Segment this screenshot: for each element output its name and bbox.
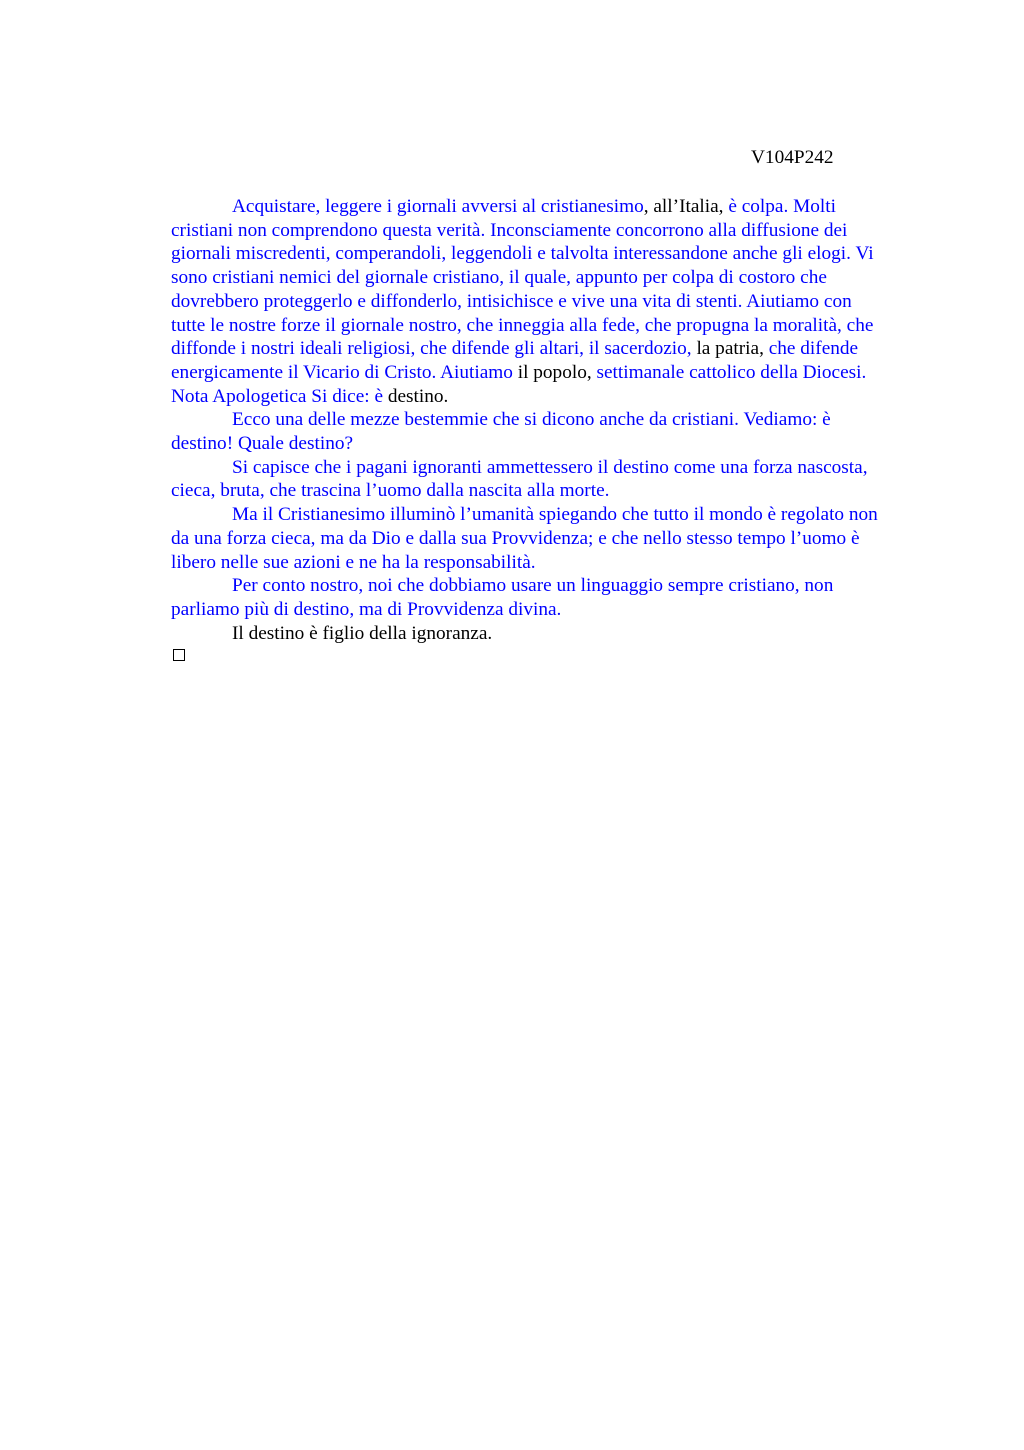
paragraph-line [171,290,931,314]
paragraph-line [171,527,931,551]
text-run: da una forza cieca, ma da Dio e dalla sua Provvidenza; e che nello stesso tempo l’uomo è [171,527,860,549]
text-run: Nota Apologetica Si dice: è [171,385,388,407]
text-run: che difende [768,338,859,360]
text-run: la patria, [696,338,769,360]
text-run: è colpa. Molti [728,196,836,217]
text-run: energicamente il Vicario di Cristo. Aiutiamo [171,361,518,383]
text-run: Ecco una delle mezze bestemmie che si dicono anche da cristiani. Vediamo: è [232,409,831,431]
paragraph-line [171,408,931,432]
text-run: dovrebbero proteggerlo e diffonderlo, intisichisce e vive una vita di stenti. Aiutiamo con [171,290,852,312]
text-run: destino. [387,385,449,407]
paragraph-line [171,598,931,622]
document-body [171,195,931,645]
paragraph-line [171,314,931,338]
paragraph-line [171,503,931,527]
text-run: sono cristiani nemici del giornale cristiano, il quale, appunto per colpa di costoro che [171,267,827,289]
text-run: Si capisce che i pagani ignoranti ammettessero il destino come una forza nascosta, [232,456,868,478]
paragraph-line [171,242,931,266]
text-run: Ma il Cristianesimo illuminò l’umanità spiegando che tutto il mondo è regolato non [232,504,878,526]
paragraph-line [171,361,931,385]
paragraph-line [171,456,931,480]
paragraph-line [171,622,931,646]
paragraph-line [171,574,931,598]
text-run: diffonde i nostri ideali religiosi, che difende gli altari, il sacerdozio, [171,338,697,360]
text-run: giornali miscredenti, comperandoli, leggendoli e talvolta interessandone anche gli elogi. Vi [171,243,874,265]
text-run: Acquistare, leggere i giornali avversi al cristianesimo [232,196,644,217]
text-run: parliamo più di destino, ma di Provvidenza divina. [171,598,562,620]
text-run: cristiani non comprendono questa verità. Inconsciamente concorrono alla diffusione dei [171,219,848,241]
paragraph-line [171,266,931,290]
paragraph-line [171,479,931,503]
text-run: libero nelle sue azioni e ne ha la responsabilità. [171,551,536,573]
paragraph-line [171,337,931,361]
square-outline-icon [173,649,185,661]
paragraph-line [171,385,931,409]
paragraph-line [171,551,931,575]
paragraph-line [171,432,931,456]
text-run: , all’Italia, [643,196,729,217]
text-run: Il destino è figlio della ignoranza. [232,622,493,644]
text-run: settimanale cattolico della Diocesi. [596,361,867,383]
text-run: tutte le nostre forze il giornale nostro, che inneggia alla fede, che propugna la moralità, che [171,314,874,336]
text-run: Per conto nostro, noi che dobbiamo usare un linguaggio sempre cristiano, non [232,575,834,597]
text-run: il popolo, [517,361,597,383]
text-run: cieca, bruta, che trascina l’uomo dalla nascita alla morte. [171,480,610,502]
page-id: V104P242 [751,147,834,168]
paragraph-line [171,195,931,219]
paragraph-line [171,219,931,243]
text-run: destino! Quale destino? [171,433,354,455]
